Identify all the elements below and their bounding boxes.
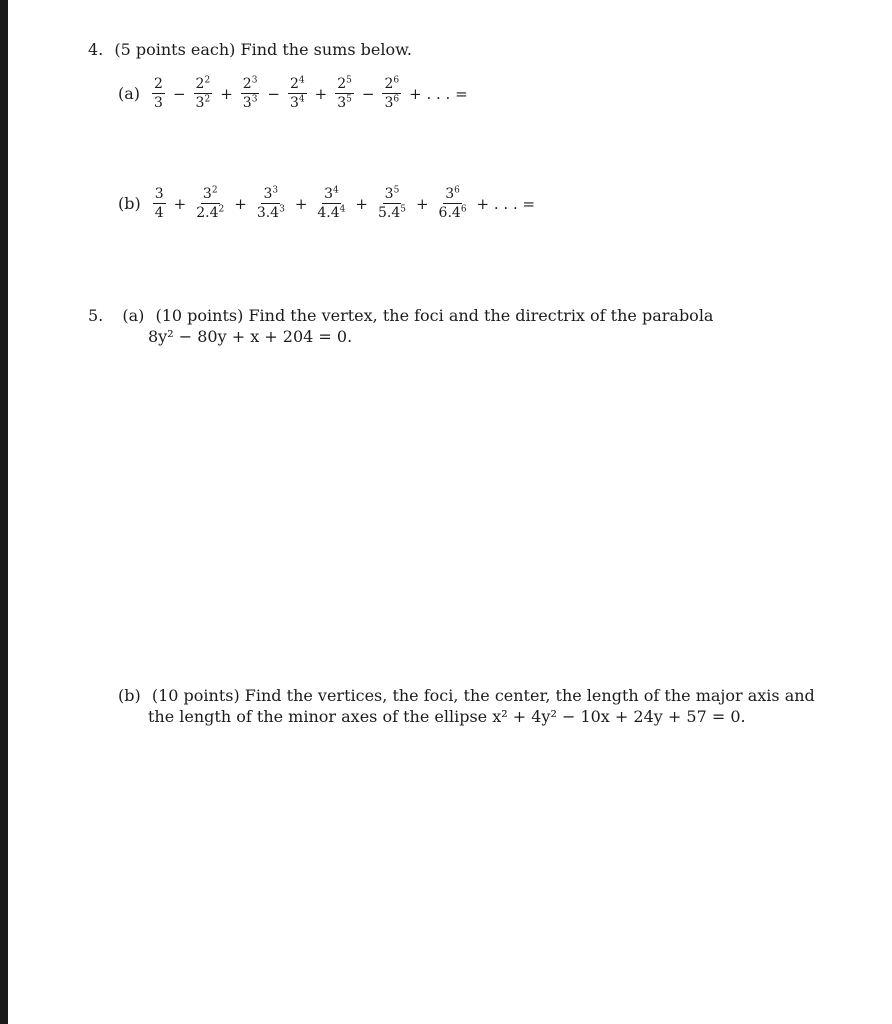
q4b-fraction-term — [151, 186, 168, 221]
q4a-numerator: $2^6$ — [384, 75, 400, 92]
q4b-fraction-term — [313, 186, 349, 221]
q4a-fraction-term — [192, 76, 215, 111]
q5-number: 5. — [88, 306, 104, 325]
q4a-operator: + — [314, 84, 328, 103]
q4b-fraction-term — [192, 186, 228, 221]
q4b-numerator: $3^3$ — [263, 185, 279, 202]
q5a-label: (a) — [122, 306, 145, 325]
q4b-operator: + — [355, 194, 368, 213]
q4b-label: (b) — [118, 194, 141, 213]
q4b-denominator: $3.4^3$ — [256, 204, 285, 221]
q4b-operator: + — [234, 194, 247, 213]
q5b-text-line1: (10 points) Find the vertices, the foci, the center, the length of the major axis and — [151, 686, 815, 705]
q4a-numerator: $2^4$ — [290, 75, 305, 92]
q4a-tail: + . . . = — [409, 84, 468, 103]
q4b-denominator: $5.4^5$ — [377, 204, 406, 221]
q5a-equation-line — [148, 327, 352, 347]
q4a-fraction-term — [333, 76, 356, 111]
q5a-equation: 8y² − 80y + x + 204 = 0. — [148, 327, 353, 346]
q5a-line — [88, 306, 713, 326]
q4b-operator: + — [415, 194, 429, 213]
q4a-label: (a) — [118, 84, 141, 103]
q4a-denominator: $3^3$ — [242, 94, 258, 111]
q4b-series — [118, 186, 541, 221]
q4b-fraction-term — [374, 186, 410, 221]
q4a-operator: + — [220, 84, 233, 103]
q4a-denominator: $3^2$ — [195, 94, 211, 111]
q4a-operator: − — [361, 84, 375, 103]
q4a-denominator: $3^5$ — [337, 94, 352, 111]
q4a-numerator: $2^5$ — [337, 75, 352, 92]
q4a-numerator: $2^2$ — [195, 75, 211, 92]
q4a-fraction-term — [380, 76, 403, 111]
q4b-numerator: $3^5$ — [384, 185, 400, 202]
q4b-numerator: 3 — [154, 186, 164, 202]
q5b-line1 — [118, 686, 815, 706]
left-edge-bar — [0, 0, 8, 1024]
q4a-fraction-term — [239, 76, 262, 111]
q4b-numerator: $3^2$ — [202, 185, 218, 202]
q5b-line2-wrap — [148, 707, 746, 727]
q4a-operator: − — [267, 84, 280, 103]
q4-heading-line — [88, 40, 412, 60]
q5b-text-line2: the length of the minor axes of the ellipse x² + 4y² − 10x + 24y + 57 = 0. — [148, 707, 746, 726]
q4b-operator: + — [294, 194, 308, 213]
q4a-fraction-term — [286, 76, 309, 111]
q4-number: 4. — [88, 40, 104, 59]
q4a-denominator: $3^4$ — [290, 94, 305, 111]
q4b-numerator: $3^4$ — [324, 185, 339, 202]
q4b-operator: + — [173, 194, 187, 213]
q4b-denominator: $2.4^2$ — [196, 204, 225, 221]
q4b-denominator: 4 — [154, 205, 164, 221]
q4a-series — [118, 76, 474, 111]
q4-heading: (5 points each) Find the sums below. — [114, 40, 412, 59]
q4b-denominator: $4.4^4$ — [317, 204, 346, 221]
q4a-numerator: $2^3$ — [242, 75, 258, 92]
q4b-fraction-term — [253, 186, 289, 221]
q4a-numerator: 2 — [154, 76, 163, 92]
q4b-tail: + . . . = — [476, 194, 536, 213]
document-page — [8, 0, 892, 1024]
q5b-label: (b) — [118, 686, 141, 705]
q4a-fraction-term — [150, 76, 167, 111]
q4a-operator: − — [172, 84, 186, 103]
q5a-text: (10 points) Find the vertex, the foci and the directrix of the parabola — [155, 306, 714, 325]
q4a-denominator: $3^6$ — [384, 94, 400, 111]
q4b-numerator: $3^6$ — [445, 185, 460, 202]
q4b-fraction-term — [435, 186, 471, 221]
q4b-denominator: $6.4^6$ — [438, 204, 467, 221]
q4a-denominator: 3 — [154, 95, 163, 111]
